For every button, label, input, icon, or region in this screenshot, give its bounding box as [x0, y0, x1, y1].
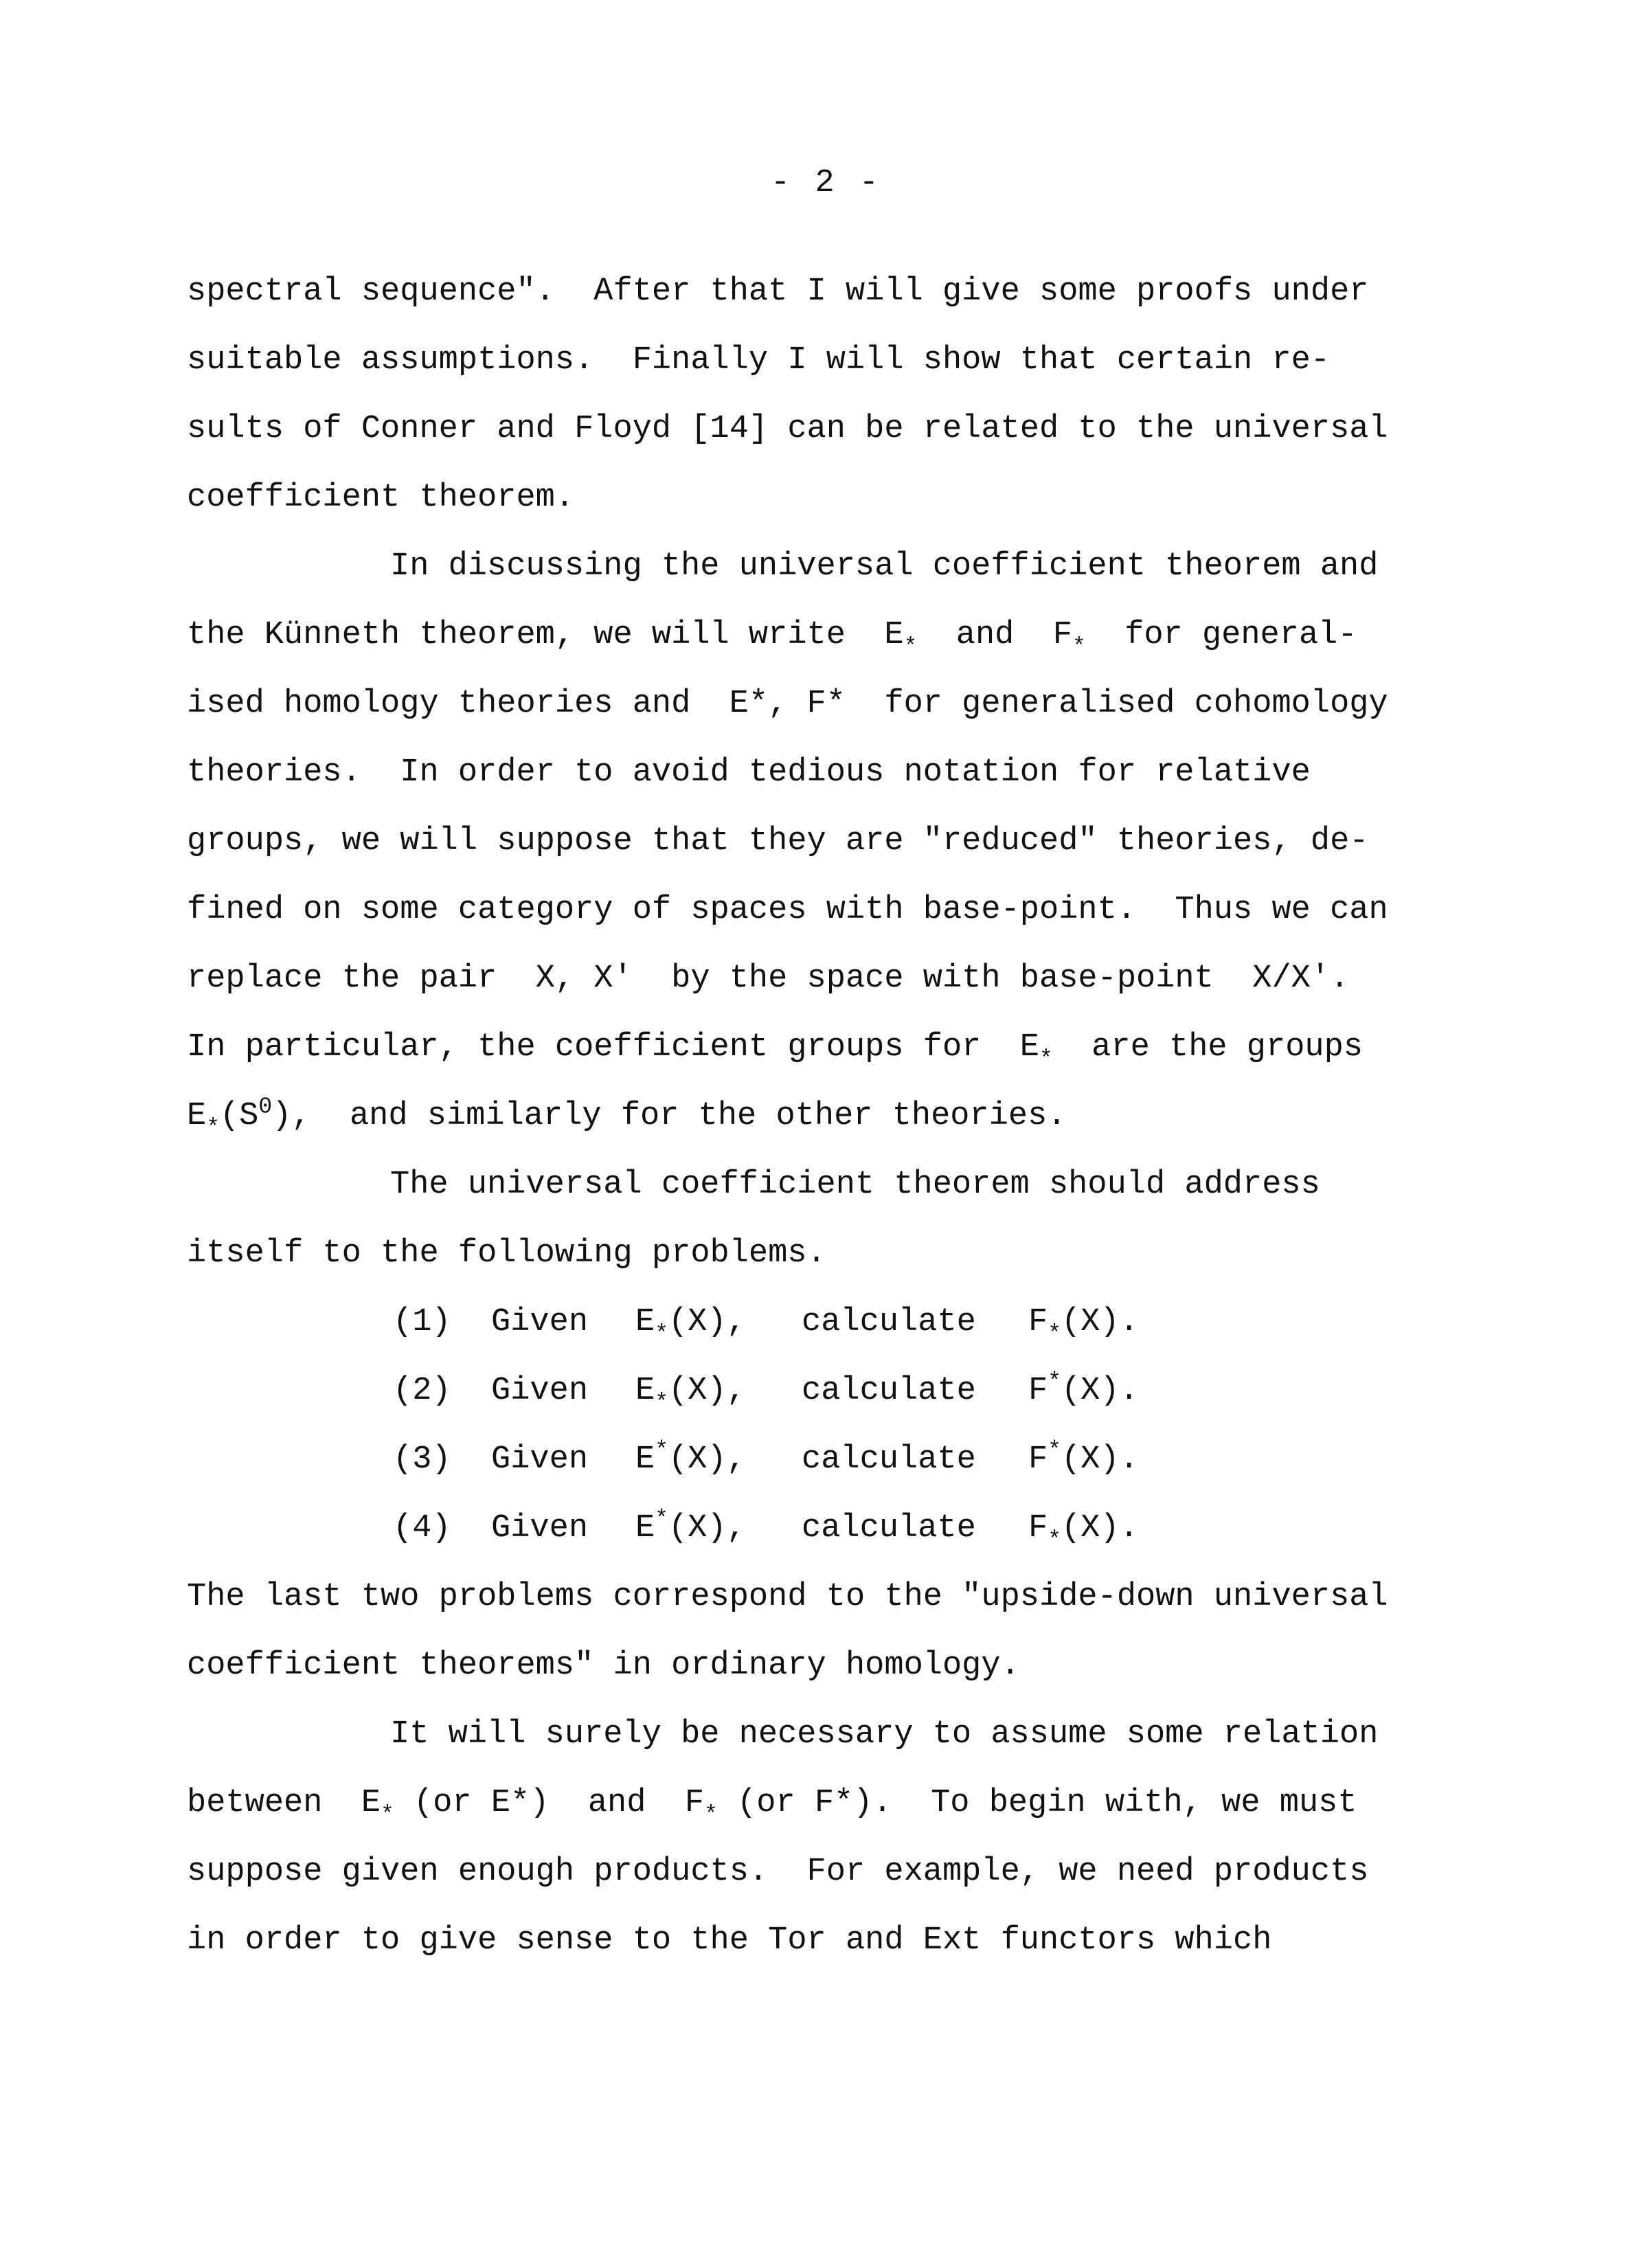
text-line: between $E_*$ (or E*) and $F_*$ (or F*). To begin with, we must [187, 1785, 1357, 1827]
text-line: the Künneth theorem, we will write $E_*$ and $F_*$ for general- [187, 617, 1357, 660]
item-given: Given [491, 1304, 589, 1340]
item-given: Given [491, 1441, 589, 1478]
item-calc-expr: F*(X). [1028, 1437, 1139, 1478]
text-line: fined on some category of spaces with base-point. Thus we can [187, 892, 1388, 928]
text-line: The universal coefficient theorem should address [390, 1167, 1320, 1203]
text-line: in order to give sense to the Tor and Ext functors which [187, 1922, 1272, 1959]
item-number: (1) [393, 1304, 451, 1340]
item-given-expr: E*(X), [635, 1506, 746, 1546]
item-given: Given [491, 1510, 589, 1546]
item-given-expr: E*(X), [635, 1437, 746, 1478]
item-calculate: calculate [802, 1304, 976, 1340]
text-line: replace the pair X, X' by the space with base-point X/X'. [187, 960, 1350, 997]
item-calc-expr: $F_*(X)$. [1028, 1304, 1139, 1347]
text-line: suppose given enough products. For example, we need products [187, 1854, 1369, 1890]
text-line: suitable assumptions. Finally I will show that certain re- [187, 342, 1331, 379]
text-line: ised homology theories and E*, F* for generalised cohomology [187, 686, 1388, 722]
text-line: theories. In order to avoid tedious notation for relative [187, 754, 1311, 791]
item-given-expr: $E_*(X)$, [635, 1373, 746, 1415]
text-line: coefficient theorem. [187, 480, 575, 516]
text-line: itself to the following problems. [187, 1235, 826, 1272]
item-number: (4) [393, 1510, 451, 1546]
text-line: spectral sequence". After that I will give some proofs under [187, 273, 1369, 310]
item-number: (3) [393, 1441, 451, 1478]
item-given-expr: $E_*(X)$, [635, 1304, 746, 1347]
text-line: coefficient theorems" in ordinary homology. [187, 1647, 1020, 1684]
text-line: sults of Conner and Floyd [14] can be related to the universal [187, 411, 1388, 447]
item-given: Given [491, 1373, 589, 1409]
item-calculate: calculate [802, 1510, 976, 1546]
text-line: In particular, the coefficient groups for $E_*$ are the groups [187, 1029, 1364, 1072]
item-calculate: calculate [802, 1373, 976, 1409]
text-line: The last two problems correspond to the "upside-down universal [187, 1579, 1388, 1615]
text-line: groups, we will suppose that they are "reduced" theories, de- [187, 823, 1369, 859]
item-calculate: calculate [802, 1441, 976, 1478]
text-line: In discussing the universal coefficient theorem and [390, 548, 1379, 585]
item-calc-expr: $F_*(X)$. [1028, 1510, 1139, 1553]
text-line: $E_*(S^0)$, and similarly for the other theories. [187, 1094, 1067, 1140]
text-line: It will surely be necessary to assume some relation [390, 1716, 1379, 1753]
item-number: (2) [393, 1373, 451, 1409]
item-calc-expr: F*(X). [1028, 1369, 1139, 1409]
page-number: - 2 - [770, 165, 882, 201]
